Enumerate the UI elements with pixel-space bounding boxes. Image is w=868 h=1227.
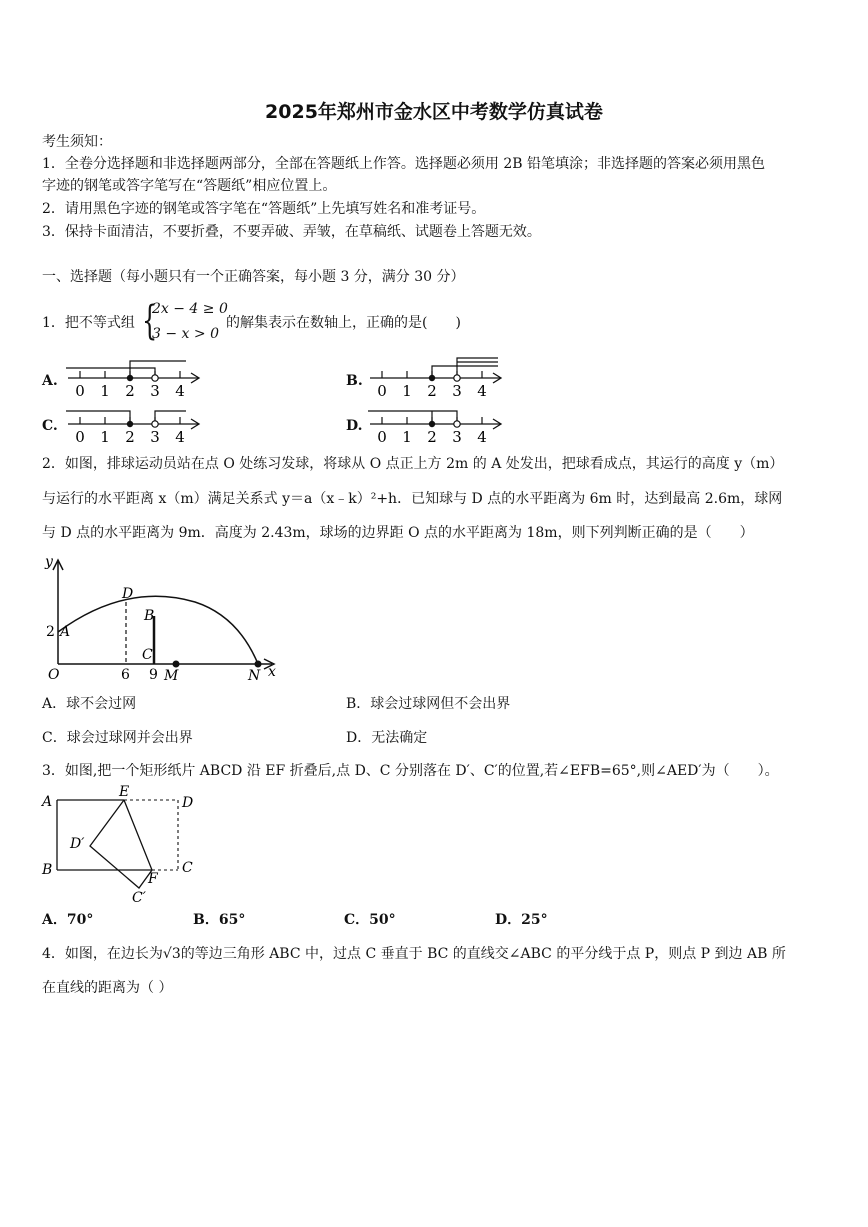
q2-line-3: 与 D 点的水平距离为 9m．高度为 2.43m，球场的边界距 O 点的水平距离为 18m，则下列判断正确的是（ ） — [42, 525, 754, 541]
vertex-a-label: A — [42, 794, 53, 810]
tick-label: 3 — [150, 428, 160, 446]
tick-label: 2 — [427, 382, 437, 400]
tick-label: 3 — [452, 382, 462, 400]
q1-label-d: D. — [346, 418, 363, 434]
number-line-d — [368, 402, 508, 444]
origin-label: O — [48, 667, 60, 683]
q1-eq1: 2x − 4 ≥ 0 — [152, 301, 228, 317]
q2-option-b: B．球会过球网但不会出界 — [346, 696, 511, 712]
tick-label: 1 — [100, 382, 110, 400]
tick-2-label: 2 — [46, 624, 55, 640]
q3-option-a: A．70° — [42, 912, 94, 928]
tick-label: 2 — [125, 382, 135, 400]
vertex-f-label: F — [148, 871, 158, 887]
notice-line-1a: 1．全卷分选择题和非选择题两部分，全部在答题纸上作答。选择题必须用 2B 铅笔填涂；非选择题的答案必须用黑色 — [42, 156, 765, 172]
tick-label: 4 — [477, 382, 487, 400]
tick-label: 4 — [477, 428, 487, 446]
axis-y-label: y — [45, 554, 53, 570]
vertex-c-prime-label: C′ — [132, 890, 146, 906]
point-c-label: C — [142, 647, 153, 663]
tick-6-label: 6 — [121, 667, 130, 683]
tick-label: 0 — [75, 382, 85, 400]
sqrt-3: √3 — [162, 946, 181, 962]
notice-line-3: 3．保持卡面清洁，不要折叠，不要弄破、弄皱，在草稿纸、试题卷上答题无效。 — [42, 224, 541, 240]
vertex-c-label: C — [182, 860, 193, 876]
q1-prefix: 1．把不等式组 — [42, 315, 135, 331]
number-line-a — [66, 356, 206, 398]
tick-label: 4 — [175, 382, 185, 400]
tick-label: 0 — [75, 428, 85, 446]
notice-line-1b: 字迹的钢笔或答字笔写在“答题纸”相应位置上。 — [42, 178, 337, 194]
tick-label: 4 — [175, 428, 185, 446]
vertex-e-label: E — [119, 784, 130, 800]
tick-label: 1 — [402, 382, 412, 400]
number-line-b — [368, 356, 508, 398]
q1-label-a: A. — [42, 373, 58, 389]
vertex-d-label: D — [182, 795, 194, 811]
point-m-label: M — [164, 668, 179, 684]
q1-label-c: C. — [42, 418, 58, 434]
tick-label: 3 — [452, 428, 462, 446]
axis-x-label: x — [268, 664, 276, 680]
notice-line-2: 2．请用黑色字迹的钢笔或答字笔在“答题纸”上先填写姓名和准考证号。 — [42, 201, 486, 217]
tick-label: 0 — [377, 428, 387, 446]
q2-trajectory-figure — [40, 552, 290, 688]
tick-label: 2 — [125, 428, 135, 446]
q4-line-2: 在直线的距离为（ ） — [42, 980, 173, 996]
point-b-label: B — [144, 608, 155, 624]
q3-stem: 3．如图,把一个矩形纸片 ABCD 沿 EF 折叠后,点 D、C 分别落在 D′、C′的位置,若∠EFB=65°,则∠AED′为（ ）。 — [42, 763, 779, 779]
page-title: 2025年郑州市金水区中考数学仿真试卷 — [265, 101, 603, 123]
point-a-label: A — [60, 624, 71, 640]
point-d-label: D — [122, 586, 134, 602]
q3-option-d: D．25° — [495, 912, 548, 928]
section-heading: 一、选择题（每小题只有一个正确答案，每小题 3 分，满分 30 分） — [42, 269, 465, 285]
q4-line-1 — [42, 945, 786, 963]
q4-line-1b: 的等边三角形 ABC 中，过点 C 垂直于 BC 的直线交∠ABC 的平分线于点 P，则点 P 到边 AB 所 — [180, 946, 786, 962]
q1-suffix: 的解集表示在数轴上，正确的是( ) — [226, 315, 461, 331]
q2-option-c: C．球会过球网并会出界 — [42, 730, 193, 746]
q1-eq2: 3 − x > 0 — [152, 326, 219, 342]
q3-fold-figure — [38, 784, 208, 908]
number-line-c — [66, 402, 206, 444]
tick-label: 3 — [150, 382, 160, 400]
q4-line-1a: 4．如图，在边长为 — [42, 946, 163, 962]
q2-line-1: 2．如图，排球运动员站在点 O 处练习发球，将球从 O 点正上方 2m 的 A 处发出，把球看成点，其运行的高度 y（m） — [42, 456, 784, 472]
vertex-b-label: B — [42, 862, 53, 878]
q1-label-b: B. — [346, 373, 363, 389]
q2-option-a: A．球不会过网 — [42, 696, 137, 712]
vertex-d-prime-label: D′ — [70, 836, 85, 852]
tick-label: 1 — [402, 428, 412, 446]
q3-option-c: C．50° — [344, 912, 396, 928]
brace-icon: { — [142, 298, 158, 344]
tick-label: 1 — [100, 428, 110, 446]
tick-9-label: 9 — [149, 667, 158, 683]
tick-label: 0 — [377, 382, 387, 400]
tick-label: 2 — [427, 428, 437, 446]
q3-option-b: B．65° — [193, 912, 246, 928]
q2-option-d: D．无法确定 — [346, 730, 428, 746]
point-n-label: N — [248, 668, 261, 684]
notice-heading: 考生须知： — [42, 134, 112, 150]
q2-line-2: 与运行的水平距离 x（m）满足关系式 y＝a（x﹣k）²+h．已知球与 D 点的水平距离为 6m 时，达到最高 2.6m，球网 — [42, 491, 783, 507]
